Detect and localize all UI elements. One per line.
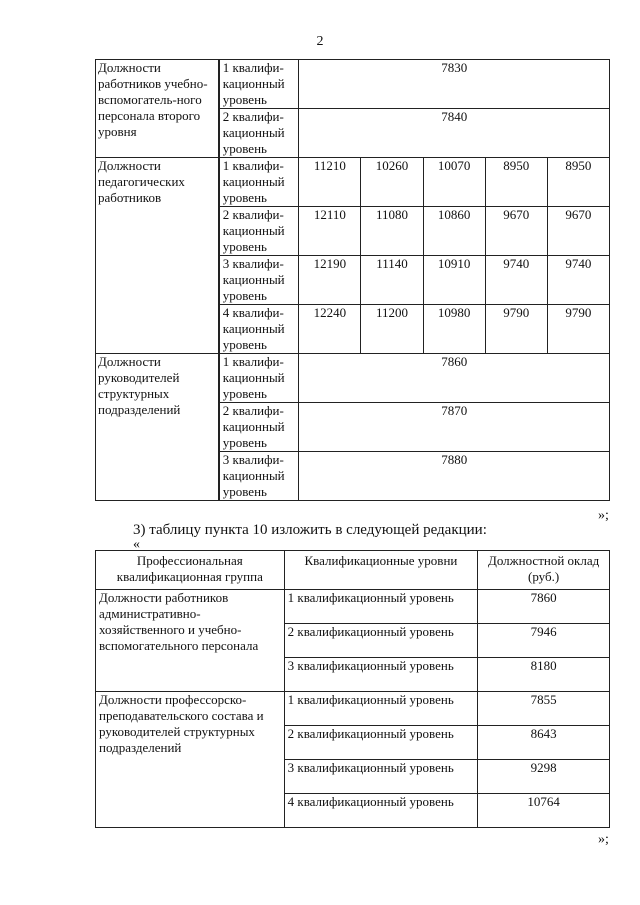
salary-value-cell: 11210 — [299, 158, 361, 207]
salary-value-cell: 12240 — [299, 305, 361, 354]
header-qualification-group: Профессиональная квалификационная группа — [96, 551, 285, 590]
salary-value-cell: 9740 — [547, 256, 609, 305]
level-cell: 1 квалифи-кационный уровень — [219, 354, 299, 403]
group-name-cell: Должности профессорско-преподавательского состава и руководителей структурных подразделений — [96, 692, 285, 828]
level-cell: 3 квалифи-кационный уровень — [219, 452, 299, 501]
group-name-cell: Должности педагогических работников — [96, 158, 219, 354]
level-cell: 2 квалифи-кационный уровень — [219, 207, 299, 256]
level-cell: 3 квалификационный уровень — [284, 658, 478, 692]
header-qualification-levels: Квалификационные уровни — [284, 551, 478, 590]
level-cell: 4 квалификационный уровень — [284, 794, 478, 828]
level-cell: 3 квалифи-кационный уровень — [219, 256, 299, 305]
group-name-cell: Должности работников учебно-вспомогатель-ного персонала второго уровня — [96, 60, 219, 158]
table-row — [96, 692, 610, 726]
table-row — [96, 60, 610, 109]
salary-value-cell: 8950 — [547, 158, 609, 207]
salary-value-cell: 10980 — [423, 305, 485, 354]
salary-value-cell: 10070 — [423, 158, 485, 207]
salary-value-cell: 12190 — [299, 256, 361, 305]
closing-quote-mark: »; — [598, 508, 609, 523]
table-row — [96, 354, 610, 403]
closing-quote-mark-2: »; — [598, 832, 609, 847]
group-name-cell: Должности руководителей структурных подразделений — [96, 354, 219, 501]
salary-cell: 9298 — [478, 760, 610, 794]
group-name-cell: Должности работников административно-хозяйственного и учебно-вспомогательного персонала — [96, 590, 285, 692]
salary-table-point-10 — [95, 550, 610, 828]
level-cell: 1 квалифи-кационный уровень — [219, 158, 299, 207]
salary-cell: 8180 — [478, 658, 610, 692]
level-cell: 2 квалификационный уровень — [284, 726, 478, 760]
salary-value-cell: 9740 — [485, 256, 547, 305]
level-cell: 1 квалификационный уровень — [284, 590, 478, 624]
salary-value-cell: 11080 — [361, 207, 423, 256]
salary-value-cell: 10910 — [423, 256, 485, 305]
salary-value-cell: 7880 — [299, 452, 610, 501]
salary-value-cell: 7840 — [299, 109, 610, 158]
opening-quote-mark: « — [133, 537, 140, 552]
salary-value-cell: 9790 — [547, 305, 609, 354]
salary-cell: 8643 — [478, 726, 610, 760]
salary-cell: 7860 — [478, 590, 610, 624]
level-cell: 2 квалифи-кационный уровень — [219, 109, 299, 158]
salary-value-cell: 11200 — [361, 305, 423, 354]
salary-value-cell: 10260 — [361, 158, 423, 207]
table-header-row — [96, 551, 610, 590]
salary-value-cell: 10860 — [423, 207, 485, 256]
level-cell: 2 квалифи-кационный уровень — [219, 403, 299, 452]
instruction-paragraph: 3) таблицу пункта 10 изложить в следующей редакции: — [133, 522, 487, 538]
salary-value-cell: 7870 — [299, 403, 610, 452]
salary-cell: 7855 — [478, 692, 610, 726]
header-salary: Должностной оклад (руб.) — [478, 551, 610, 590]
level-cell: 3 квалификационный уровень — [284, 760, 478, 794]
salary-cell: 10764 — [478, 794, 610, 828]
table-row — [96, 590, 610, 624]
salary-value-cell: 8950 — [485, 158, 547, 207]
page-number: 2 — [316, 34, 324, 49]
salary-value-cell: 7830 — [299, 60, 610, 109]
salary-value-cell: 7860 — [299, 354, 610, 403]
table-row — [96, 158, 610, 207]
salary-table-continued — [95, 59, 610, 501]
salary-cell: 7946 — [478, 624, 610, 658]
salary-value-cell: 9670 — [547, 207, 609, 256]
salary-value-cell: 11140 — [361, 256, 423, 305]
salary-value-cell: 9670 — [485, 207, 547, 256]
salary-value-cell: 12110 — [299, 207, 361, 256]
level-cell: 2 квалификационный уровень — [284, 624, 478, 658]
level-cell: 1 квалифи-кационный уровень — [219, 60, 299, 109]
level-cell: 1 квалификационный уровень — [284, 692, 478, 726]
level-cell: 4 квалифи-кационный уровень — [219, 305, 299, 354]
salary-value-cell: 9790 — [485, 305, 547, 354]
